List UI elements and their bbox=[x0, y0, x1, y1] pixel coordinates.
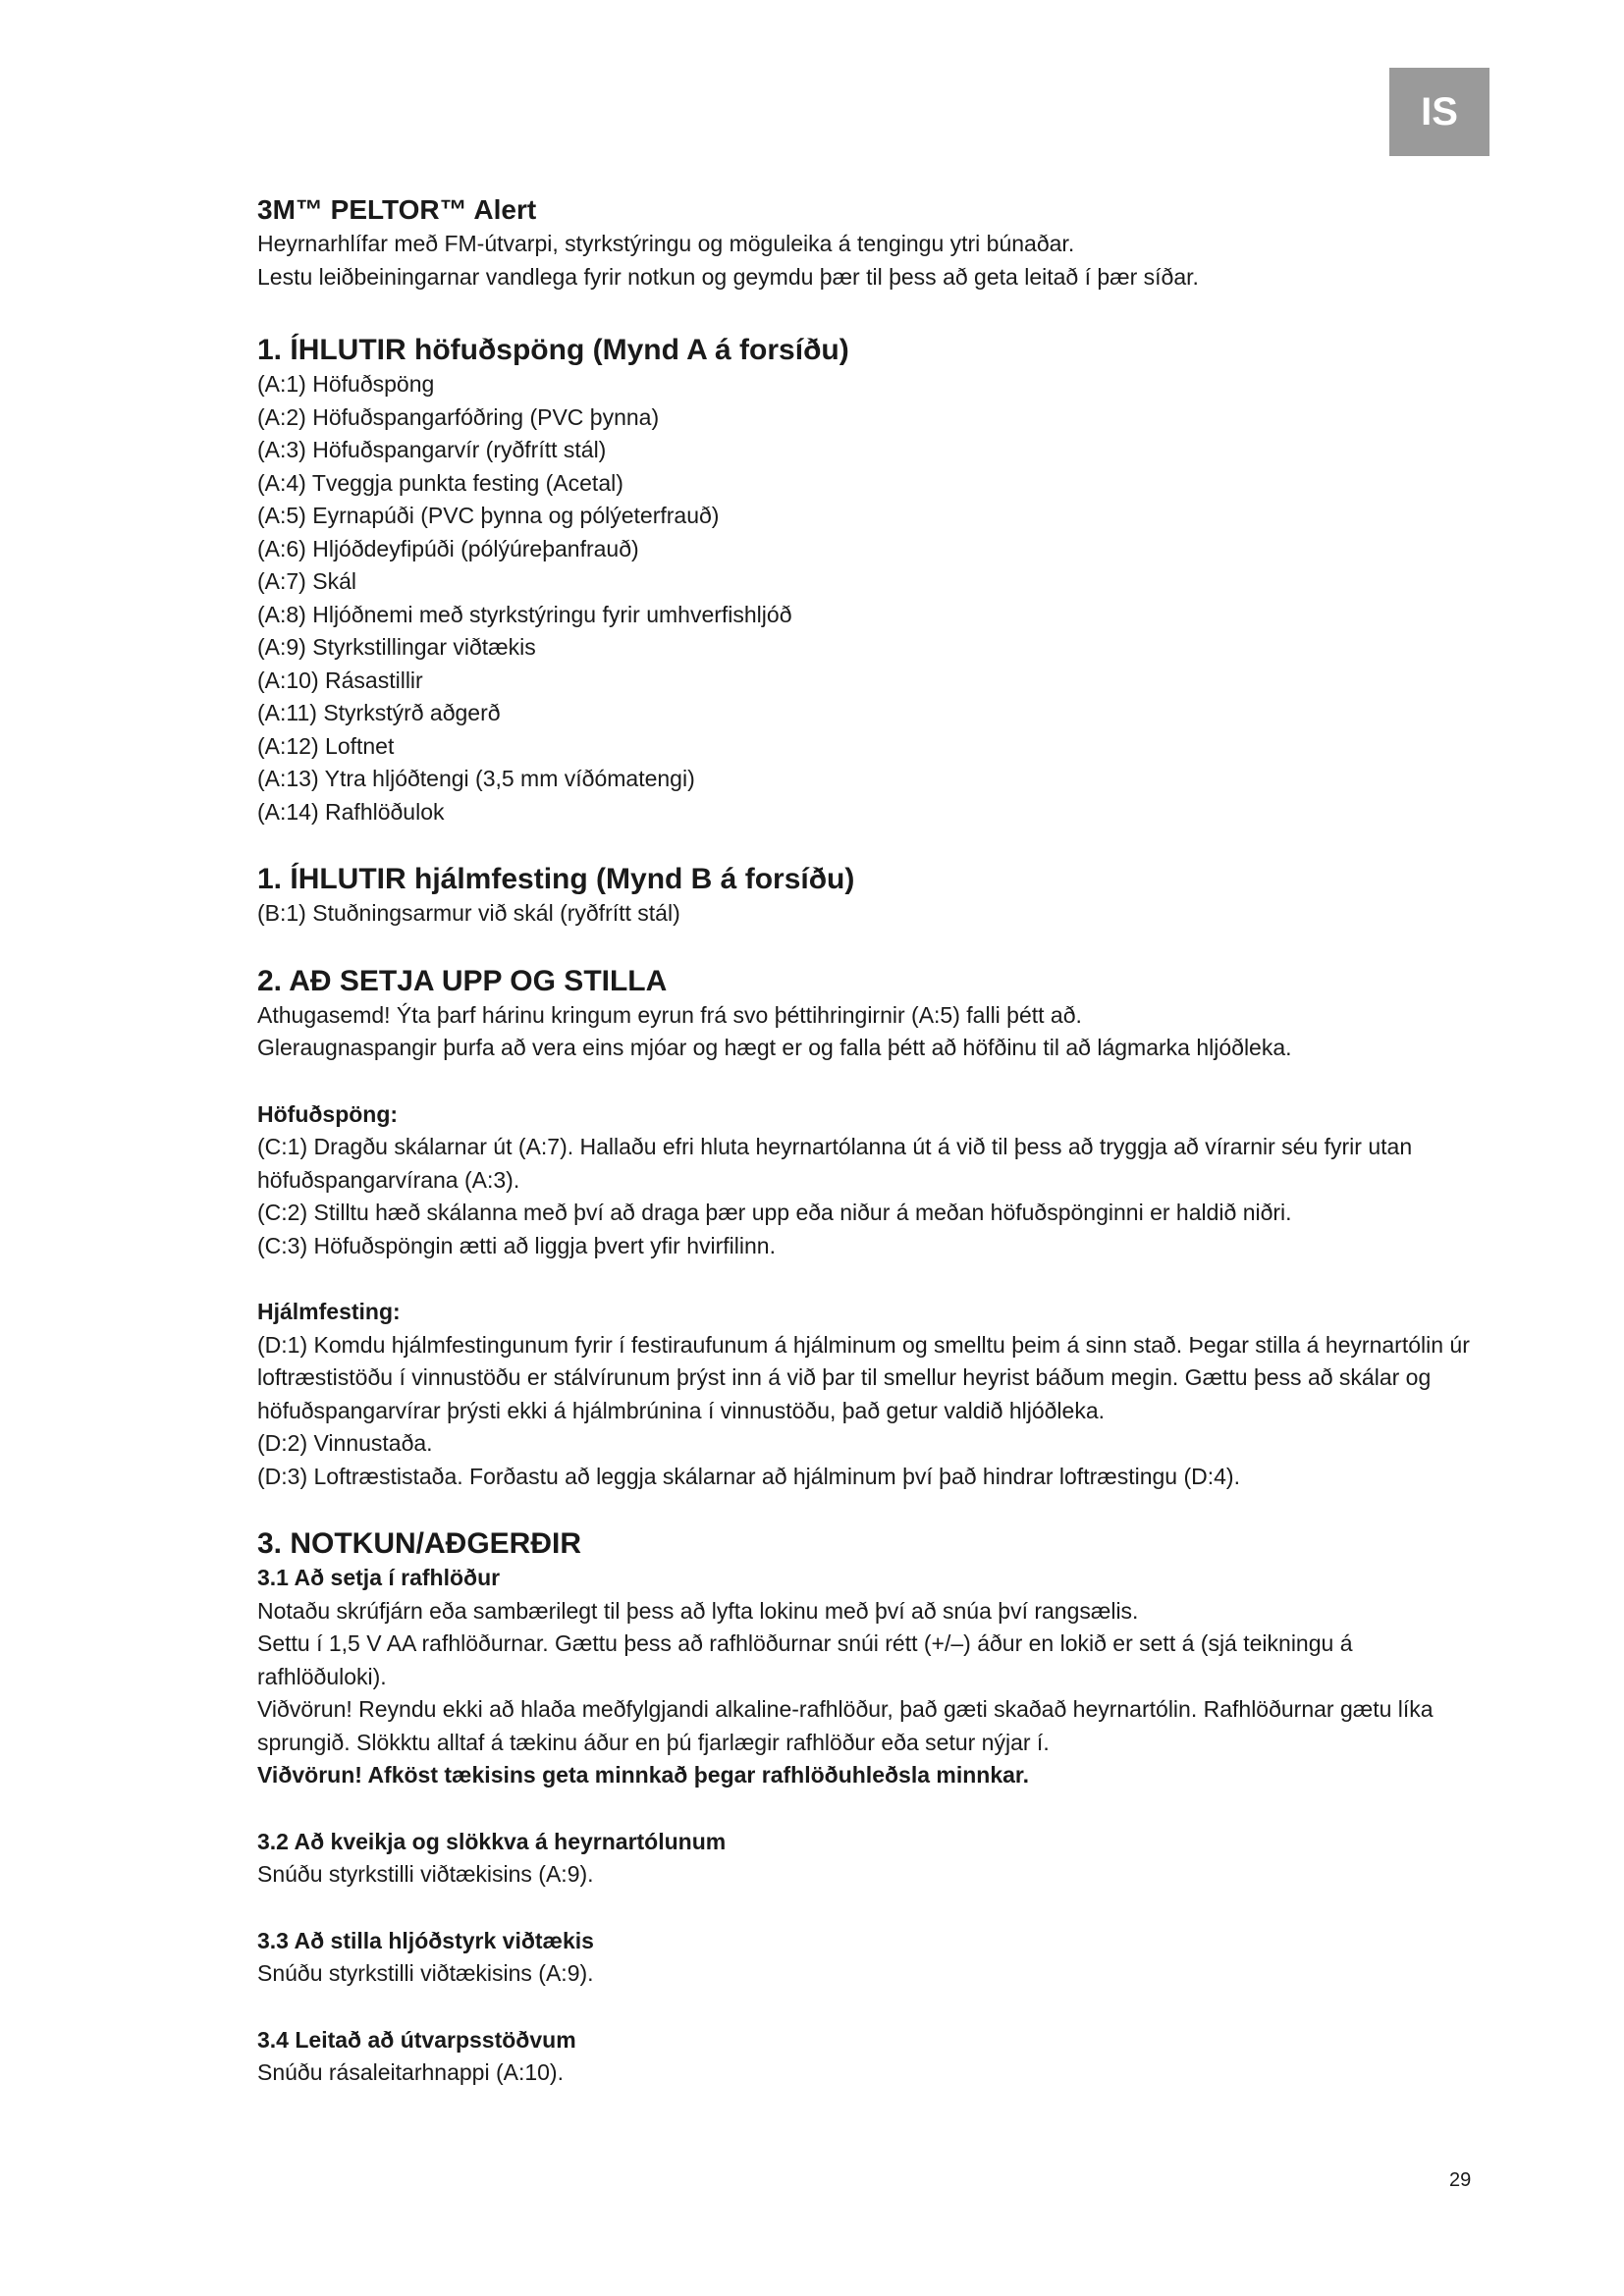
list-item: (A:8) Hljóðnemi með styrkstýringu fyrir umhverfishljóð bbox=[257, 601, 792, 627]
list-item: (A:9) Styrkstillingar viðtækis bbox=[257, 634, 536, 660]
intro-line: Lestu leiðbeiningarnar vandlega fyrir notkun og geymdu þær til þess að geta leitað í þær síðar. bbox=[257, 263, 1199, 290]
list-item: (A:7) Skál bbox=[257, 568, 356, 594]
document-body bbox=[257, 192, 1485, 2090]
paragraph: Settu í 1,5 V AA rafhlöðurnar. Gættu þess að rafhlöðurnar snúi rétt (+/–) áður en lokið er sett á (sjá teikningu á rafhlöðuloki). bbox=[257, 1630, 1353, 1689]
list-item: (A:11) Styrkstýrð aðgerð bbox=[257, 700, 501, 725]
intro-line: Heyrnarhlífar með FM-útvarpi, styrkstýringu og möguleika á tengingu ytri búnaðar. bbox=[257, 231, 1075, 256]
page-number: 29 bbox=[1449, 2169, 1472, 2191]
list-item: (A:2) Höfuðspangarfóðring (PVC þynna) bbox=[257, 403, 660, 430]
subheading-tuning: 3.4 Leitað að útvarpsstöðvum bbox=[257, 2026, 576, 2053]
subheading-headband: Höfuðspöng: bbox=[257, 1100, 399, 1127]
paragraph: Notaðu skrúfjárn eða sambærilegt til þess að lyfta lokinu með því að snúa því rangsælis. bbox=[257, 1597, 1139, 1624]
subheading-volume: 3.3 Að stilla hljóðstyrk viðtækis bbox=[257, 1927, 594, 1953]
list-item: (B:1) Stuðningsarmur við skál (ryðfrítt stál) bbox=[257, 900, 680, 926]
warning-text: Viðvörun! Afköst tækisins geta minnkað þegar rafhlöðuhleðsla minnkar. bbox=[257, 1762, 1029, 1788]
subheading-helmet: Hjálmfesting: bbox=[257, 1299, 401, 1324]
section-heading-operation: 3. NOTKUN/AÐGERÐIR bbox=[257, 1527, 582, 1560]
section-heading-components-headband: 1. ÍHLUTIR höfuðspöng (Mynd A á forsíðu) bbox=[257, 334, 849, 366]
language-badge: IS bbox=[1389, 68, 1489, 156]
product-title: 3M™ PELTOR™ Alert bbox=[257, 194, 537, 225]
section-heading-components-helmet: 1. ÍHLUTIR hjálmfesting (Mynd B á forsíðu) bbox=[257, 863, 855, 895]
list-item: (A:6) Hljóðdeyfipúði (pólýúreþanfrauð) bbox=[257, 535, 639, 561]
section-heading-setup: 2. AÐ SETJA UPP OG STILLA bbox=[257, 964, 668, 997]
list-item: (A:5) Eyrnapúði (PVC þynna og pólýeterfrauð) bbox=[257, 503, 720, 528]
list-item: (A:14) Rafhlöðulok bbox=[257, 798, 445, 825]
paragraph: Viðvörun! Reyndu ekki að hlaða meðfylgjandi alkaline-rafhlöður, það gæti skaðað heyrnartólin. Rafhlöðurnar gætu líka sprungið. Slökktu alltaf á tækinu áður en þú fjarlægir rafhlöður eða setur nýjar í. bbox=[257, 1696, 1434, 1755]
instruction-item: (C:1) Dragðu skálarnar út (A:7). Hallaðu efri hluta heyrnartólanna út á við til þess að tryggja að vírarnir séu fyrir utan höfuðspangarvírana (A:3). bbox=[257, 1134, 1413, 1193]
list-item: (A:12) Loftnet bbox=[257, 732, 395, 759]
instruction-item: (D:3) Loftræstistaða. Forðastu að leggja skálarnar að hjálminum því það hindrar loftræstingu (D:4). bbox=[257, 1463, 1240, 1489]
components-list-a bbox=[257, 368, 1485, 828]
subheading-batteries: 3.1 Að setja í rafhlöður bbox=[257, 1565, 501, 1590]
note-line: Gleraugnaspangir þurfa að vera eins mjóar og hægt er og falla þétt að höfðinu til að lágmarka hljóðleka. bbox=[257, 1035, 1292, 1060]
instruction-item: (D:1) Komdu hjálmfestingunum fyrir í festiraufunum á hjálminum og smelltu þeim á sinn stað. Þegar stilla á heyrnartólin úr loftræstistöðu í vinnustöðu er stálvírunum þrýst inn á við þar til smellur heyrist báðum megin. Gættu þess að skálar og höfuðspangarvírar þrýsti ekki á hjálmbrúnina í vinnustöðu, það getur valdið hljóðleka. bbox=[257, 1331, 1470, 1423]
list-item: (A:1) Höfuðspöng bbox=[257, 371, 435, 397]
paragraph: Snúðu styrkstilli viðtækisins (A:9). bbox=[257, 1861, 594, 1887]
instruction-item: (C:2) Stilltu hæð skálanna með því að draga þær upp eða niður á meðan höfuðspönginni er haldið niðri. bbox=[257, 1200, 1292, 1225]
paragraph: Snúðu styrkstilli viðtækisins (A:9). bbox=[257, 1960, 594, 1986]
subheading-power: 3.2 Að kveikja og slökkva á heyrnartólunum bbox=[257, 1828, 727, 1854]
note-line: Athugasemd! Ýta þarf hárinu kringum eyrun frá svo þéttihringirnir (A:5) falli þétt að. bbox=[257, 1001, 1082, 1028]
instruction-item: (D:2) Vinnustaða. bbox=[257, 1430, 433, 1456]
list-item: (A:3) Höfuðspangarvír (ryðfrítt stál) bbox=[257, 437, 607, 462]
paragraph: Snúðu rásaleitarhnappi (A:10). bbox=[257, 2059, 564, 2085]
list-item: (A:13) Ytra hljóðtengi (3,5 mm víðómatengi) bbox=[257, 766, 695, 791]
list-item: (A:4) Tveggja punkta festing (Acetal) bbox=[257, 469, 623, 496]
instruction-item: (C:3) Höfuðspöngin ætti að liggja þvert yfir hvirfilinn. bbox=[257, 1232, 776, 1258]
list-item: (A:10) Rásastillir bbox=[257, 667, 423, 693]
